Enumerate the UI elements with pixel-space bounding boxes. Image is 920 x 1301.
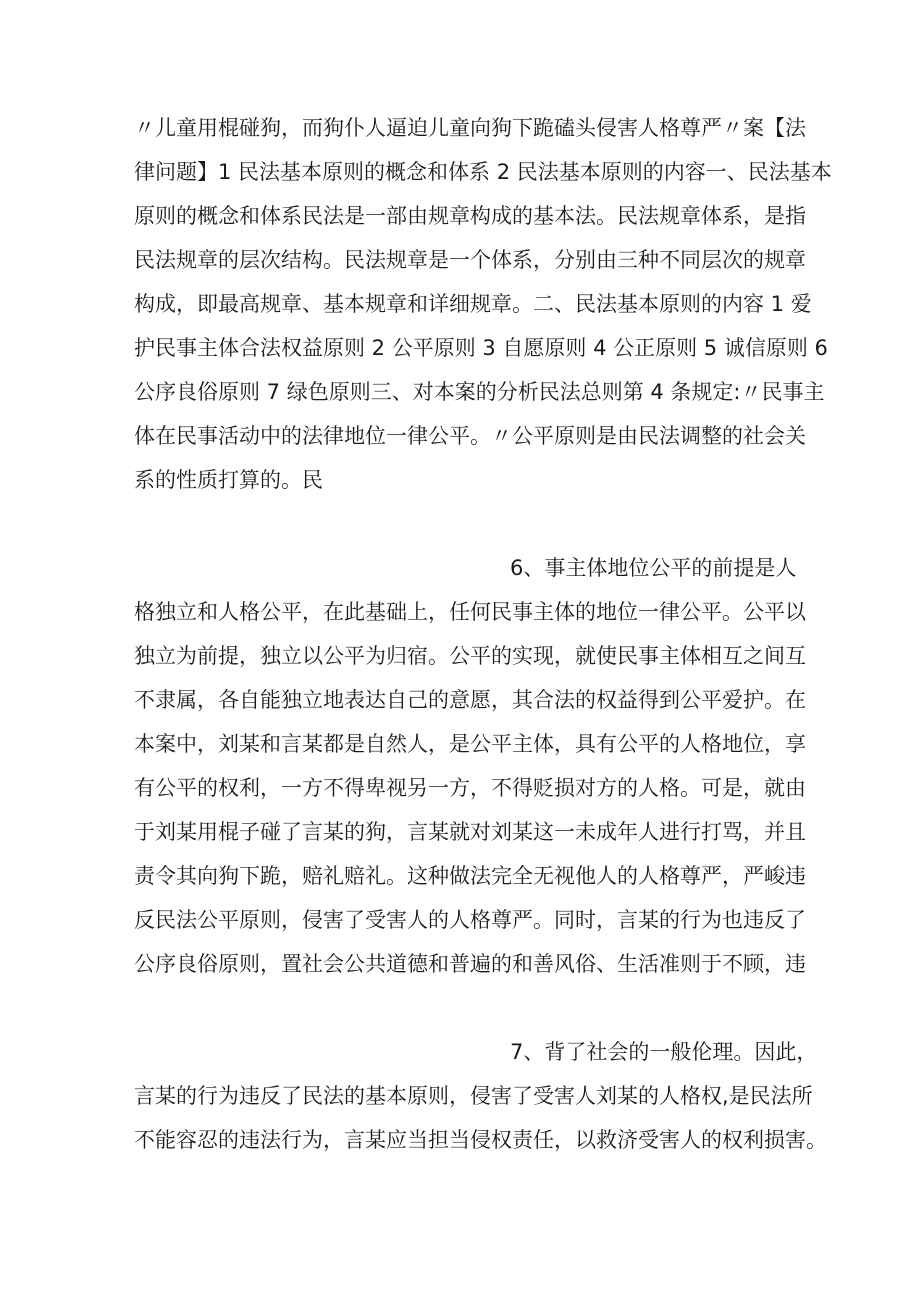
- text-line: 有公平的权利，一方不得卑视另一方，不得贬损对方的人格。可是，就由: [134, 776, 806, 800]
- text-line: 于刘某用棍子碰了言某的狗，言某就对刘某这一未成年人进行打骂，并且: [134, 820, 806, 844]
- text-line: 系的性质打算的。民: [134, 468, 323, 492]
- text-line: 独立为前提，独立以公平为归宿。公平的实现，就使民事主体相互之间互: [134, 644, 806, 668]
- text-line: 不能容忍的违法行为，言某应当担当侵权责任，以救济受害人的权利损害。: [134, 1128, 827, 1152]
- section-heading-line: 7、背了社会的一般伦理。因此，: [510, 1040, 818, 1064]
- text-line: 本案中，刘某和言某都是自然人，是公平主体，具有公平的人格地位，享: [134, 732, 806, 756]
- text-line: 原则的概念和体系民法是一部由规章构成的基本法。民法规章体系，是指: [134, 204, 806, 228]
- text-line: 反民法公平原则，侵害了受害人的人格尊严。同时，言某的行为也违反了: [134, 908, 806, 932]
- text-line: 体在民事活动中的法律地位一律公平。〃公平原则是由民法调整的社会关: [134, 424, 806, 448]
- text-line: 言某的行为违反了民法的基本原则，侵害了受害人刘某的人格权,是民法所: [134, 1084, 813, 1108]
- text-line: 格独立和人格公平，在此基础上，任何民事主体的地位一律公平。公平以: [134, 600, 806, 624]
- section-heading-line: 6、事主体地位公平的前提是人: [510, 556, 797, 580]
- paragraph-section-6: [134, 546, 806, 986]
- paragraph-intro: [134, 106, 832, 502]
- text-line: 公序良俗原则 7 绿色原则三、对本案的分析民法总则第 4 条规定:〃民事主: [134, 380, 825, 404]
- text-line: 律问题】1 民法基本原则的概念和体系 2 民法基本原则的内容一、民法基本: [134, 160, 832, 184]
- text-line: 公序良俗原则，置社会公共道德和普遍的和善风俗、生活准则于不顾，违: [134, 952, 806, 976]
- text-line: 构成，即最高规章、基本规章和详细规章。二、民法基本原则的内容 1 爱: [134, 292, 812, 316]
- text-line: 护民事主体合法权益原则 2 公平原则 3 自愿原则 4 公正原则 5 诚信原则 6: [134, 336, 828, 360]
- text-line: 〃儿童用棍碰狗，而狗仆人逼迫儿童向狗下跪磕头侵害人格尊严〃案【法: [134, 116, 806, 140]
- text-line: 不隶属，各自能独立地表达自己的意愿，其合法的权益得到公平爱护。在: [134, 688, 806, 712]
- text-line: 责令其向狗下跪，赔礼赔礼。这种做法完全无视他人的人格尊严，严峻违: [134, 864, 806, 888]
- text-line: 民法规章的层次结构。民法规章是一个体系，分别由三种不同层次的规章: [134, 248, 806, 272]
- paragraph-section-7: [134, 1030, 827, 1162]
